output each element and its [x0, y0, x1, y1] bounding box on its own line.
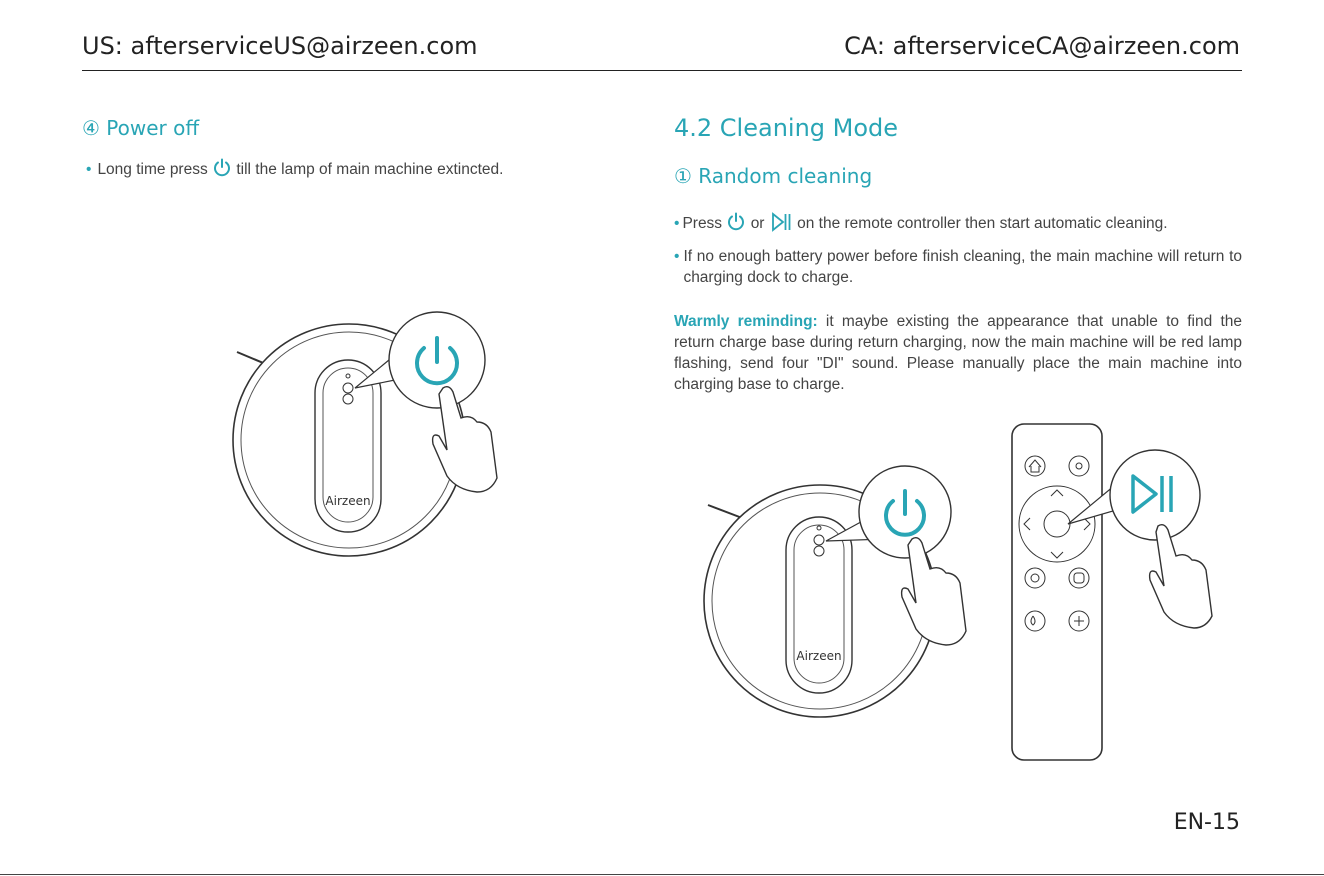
bullet1-or: or — [750, 215, 765, 232]
random-cleaning-bullet-2: • If no enough battery power before finish cleaning, the main machine will return to charging dock to charge. — [674, 248, 1242, 286]
robot-brand-logo: Airzeen — [325, 494, 371, 508]
footer-divider — [0, 874, 1324, 875]
remote-controller-illustration — [1008, 420, 1218, 765]
robot-brand-logo: Airzeen — [796, 649, 842, 663]
bullet1-rest: on the remote controller then start automatic cleaning. — [797, 215, 1168, 232]
play-pause-icon — [769, 212, 793, 238]
robot-power-off-illustration — [225, 300, 510, 580]
power-off-title: ④ Power off — [82, 116, 200, 140]
power-off-text-before: Long time press — [97, 161, 208, 178]
power-off-bullet: • Long time press till the lamp of main machine extincted. — [86, 158, 503, 184]
ca-support-email: CA: afterserviceCA@airzeen.com — [844, 32, 1240, 60]
random-cleaning-subtitle: ① Random cleaning — [674, 164, 873, 188]
us-support-email: US: afterserviceUS@airzeen.com — [82, 32, 478, 60]
random-cleaning-bullet-1: • Press or on the remote controller then start automatic cleaning. — [674, 212, 1168, 238]
page-number: EN-15 — [1173, 810, 1240, 835]
warm-reminder — [674, 311, 1242, 395]
power-off-text-after: till the lamp of main machine extincted. — [236, 161, 504, 178]
bullet1-press: Press — [682, 215, 723, 232]
power-icon — [726, 212, 746, 238]
robot-random-cleaning-illustration — [700, 455, 980, 730]
warm-label: Warmly reminding: — [674, 313, 818, 330]
cleaning-mode-heading: 4.2 Cleaning Mode — [674, 114, 899, 142]
remote-body — [1012, 424, 1102, 760]
bullet2-text: If no enough battery power before finish cleaning, the main machine will return to charging dock to charge. — [683, 248, 1242, 286]
warm-text: it maybe existing the appearance that unable to find the return charge base during return charging, now the main machine will be red lamp flashing, send four "DI" sound. Please manually place the main machine into charging base to charge. — [674, 313, 1242, 393]
power-icon — [212, 158, 232, 184]
hand-icon — [1150, 525, 1212, 628]
header-divider — [82, 70, 1242, 71]
